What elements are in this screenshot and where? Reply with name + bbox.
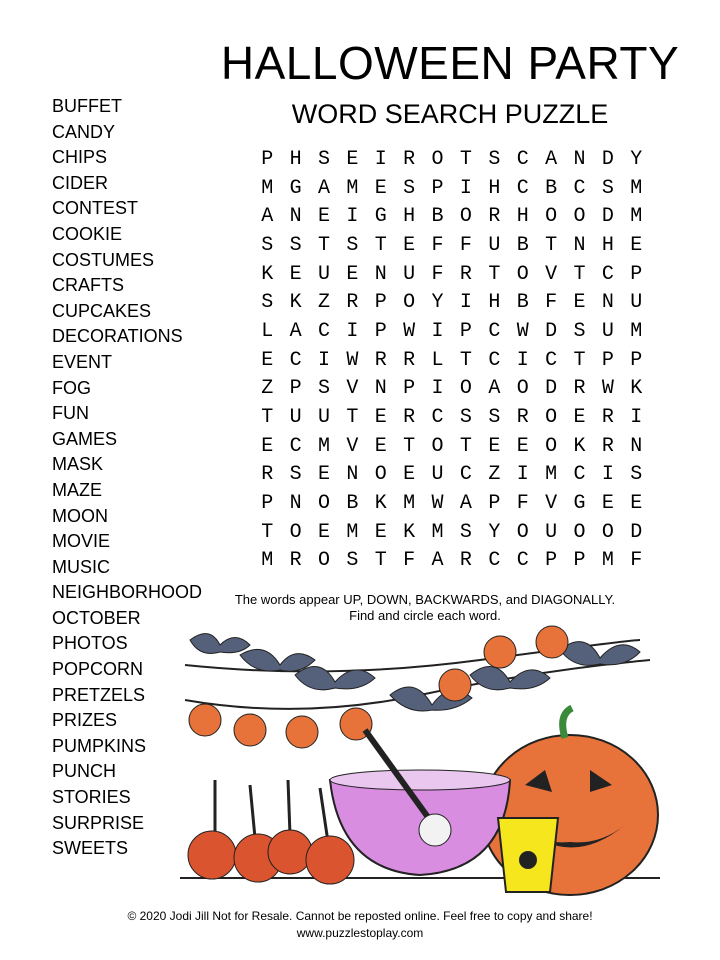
- grid-letter[interactable]: F: [431, 262, 444, 286]
- grid-letter[interactable]: M: [346, 176, 359, 200]
- grid-row: [253, 403, 653, 432]
- grid-letter[interactable]: I: [346, 319, 359, 343]
- grid-letter[interactable]: E: [261, 434, 274, 458]
- grid-letter[interactable]: H: [516, 205, 529, 229]
- grid-letter[interactable]: S: [289, 463, 302, 487]
- grid-letter[interactable]: V: [545, 492, 558, 516]
- grid-letter[interactable]: A: [545, 147, 558, 171]
- grid-letter[interactable]: O: [317, 549, 330, 573]
- grid-letter[interactable]: M: [545, 463, 558, 487]
- grid-letter[interactable]: F: [459, 233, 472, 257]
- grid-letter[interactable]: F: [431, 233, 444, 257]
- grid-letter[interactable]: T: [261, 520, 274, 544]
- grid-letter[interactable]: C: [545, 348, 558, 372]
- grid-letter[interactable]: K: [403, 520, 416, 544]
- grid-letter[interactable]: G: [289, 176, 302, 200]
- grid-letter[interactable]: N: [630, 434, 643, 458]
- grid-letter[interactable]: P: [374, 319, 387, 343]
- grid-row: [253, 145, 653, 174]
- grid-letter[interactable]: R: [459, 549, 472, 573]
- grid-letter[interactable]: O: [374, 463, 387, 487]
- grid-letter[interactable]: M: [261, 176, 274, 200]
- word-list-item: OCTOBER: [52, 607, 141, 628]
- grid-letter[interactable]: W: [516, 319, 529, 343]
- grid-letter[interactable]: S: [488, 406, 501, 430]
- grid-letter[interactable]: O: [516, 262, 529, 286]
- grid-letter[interactable]: R: [601, 406, 614, 430]
- grid-letter[interactable]: K: [630, 377, 643, 401]
- grid-letter[interactable]: H: [488, 291, 501, 315]
- grid-letter[interactable]: S: [346, 233, 359, 257]
- word-list-item: MOVIE: [52, 531, 111, 552]
- grid-letter[interactable]: E: [289, 262, 302, 286]
- letter-grid: [253, 145, 653, 575]
- grid-letter[interactable]: C: [573, 463, 586, 487]
- grid-letter[interactable]: H: [601, 233, 614, 257]
- grid-letter[interactable]: A: [261, 205, 274, 229]
- grid-letter[interactable]: V: [545, 262, 558, 286]
- grid-letter[interactable]: I: [516, 348, 529, 372]
- word-list-item: FUN: [52, 403, 89, 424]
- grid-letter[interactable]: U: [431, 463, 444, 487]
- grid-letter[interactable]: E: [317, 205, 330, 229]
- grid-letter[interactable]: O: [403, 291, 416, 315]
- word-list-item: CANDY: [52, 121, 116, 142]
- grid-letter[interactable]: D: [601, 147, 614, 171]
- grid-letter[interactable]: O: [431, 434, 444, 458]
- grid-letter[interactable]: P: [601, 348, 614, 372]
- grid-letter[interactable]: R: [459, 262, 472, 286]
- grid-letter[interactable]: E: [261, 348, 274, 372]
- grid-letter[interactable]: C: [431, 406, 444, 430]
- grid-letter[interactable]: P: [261, 147, 274, 171]
- grid-letter[interactable]: M: [601, 549, 614, 573]
- grid-letter[interactable]: C: [289, 348, 302, 372]
- word-list-item: CONTEST: [52, 198, 139, 219]
- grid-letter[interactable]: N: [601, 291, 614, 315]
- punch-bowl-icon: [330, 730, 510, 875]
- word-list-item: MASK: [52, 454, 104, 475]
- grid-letter[interactable]: U: [545, 520, 558, 544]
- grid-letter[interactable]: E: [374, 520, 387, 544]
- copyright-notice: © 2020 Jodi Jill Not for Resale. Cannot be reposted online. Feel free to copy and share!: [127, 909, 593, 923]
- grid-letter[interactable]: S: [459, 406, 472, 430]
- grid-letter[interactable]: U: [630, 291, 643, 315]
- grid-letter[interactable]: R: [403, 147, 416, 171]
- grid-row: [253, 461, 653, 490]
- grid-letter[interactable]: N: [289, 205, 302, 229]
- grid-letter[interactable]: I: [459, 176, 472, 200]
- grid-letter[interactable]: N: [374, 377, 387, 401]
- grid-letter[interactable]: T: [346, 406, 359, 430]
- word-list-item: PRIZES: [52, 710, 118, 731]
- grid-letter[interactable]: F: [403, 549, 416, 573]
- grid-letter[interactable]: T: [261, 406, 274, 430]
- grid-letter[interactable]: Y: [488, 520, 501, 544]
- grid-letter[interactable]: E: [374, 434, 387, 458]
- grid-letter[interactable]: U: [488, 233, 501, 257]
- grid-row: [253, 375, 653, 404]
- grid-letter[interactable]: D: [601, 205, 614, 229]
- instructions-line-1: The words appear UP, DOWN, BACKWARDS, and DIAGONALLY.: [234, 592, 616, 607]
- grid-letter[interactable]: T: [403, 434, 416, 458]
- grid-letter[interactable]: I: [374, 147, 387, 171]
- word-list-item: COSTUMES: [52, 249, 155, 270]
- grid-letter[interactable]: O: [516, 377, 529, 401]
- grid-letter[interactable]: Z: [488, 463, 501, 487]
- grid-letter[interactable]: Z: [261, 377, 274, 401]
- grid-letter[interactable]: F: [630, 549, 643, 573]
- grid-letter[interactable]: S: [317, 377, 330, 401]
- grid-letter[interactable]: P: [545, 549, 558, 573]
- grid-row: [253, 231, 653, 260]
- grid-letter[interactable]: S: [261, 291, 274, 315]
- grid-letter[interactable]: O: [516, 520, 529, 544]
- grid-letter[interactable]: S: [601, 176, 614, 200]
- word-list-item: FOG: [52, 377, 91, 398]
- grid-letter[interactable]: P: [459, 319, 472, 343]
- grid-letter[interactable]: P: [630, 262, 643, 286]
- grid-letter[interactable]: R: [403, 348, 416, 372]
- grid-letter[interactable]: R: [488, 205, 501, 229]
- grid-row: [253, 518, 653, 547]
- grid-letter[interactable]: M: [346, 520, 359, 544]
- grid-letter[interactable]: P: [573, 549, 586, 573]
- word-list-item: CRAFTS: [52, 275, 124, 296]
- pumpkin-lantern-icon: [234, 714, 266, 746]
- grid-letter[interactable]: E: [317, 520, 330, 544]
- grid-letter[interactable]: W: [431, 492, 444, 516]
- grid-letter[interactable]: W: [601, 377, 614, 401]
- bat-icon: [240, 649, 315, 671]
- grid-letter[interactable]: D: [545, 319, 558, 343]
- page-title: HALLOWEEN PARTY: [220, 37, 680, 89]
- grid-letter[interactable]: M: [431, 520, 444, 544]
- word-list-item: STORIES: [52, 787, 131, 808]
- grid-letter[interactable]: S: [317, 147, 330, 171]
- grid-letter[interactable]: I: [431, 319, 444, 343]
- grid-row: [253, 260, 653, 289]
- word-list-item: NEIGHBORHOOD: [52, 582, 203, 603]
- halloween-party-illustration: [180, 620, 660, 900]
- word-list-item: GAMES: [52, 428, 118, 449]
- grid-letter[interactable]: T: [459, 434, 472, 458]
- grid-letter[interactable]: I: [630, 406, 643, 430]
- pumpkin-lantern-icon: [439, 669, 471, 701]
- grid-letter[interactable]: B: [516, 291, 529, 315]
- grid-row: [253, 202, 653, 231]
- candy-apple-icon: [268, 780, 312, 874]
- grid-letter[interactable]: R: [573, 377, 586, 401]
- cup-icon: [498, 818, 558, 892]
- grid-letter[interactable]: U: [317, 262, 330, 286]
- word-list-item: EVENT: [52, 351, 113, 372]
- grid-letter[interactable]: M: [261, 549, 274, 573]
- grid-letter[interactable]: K: [573, 434, 586, 458]
- grid-letter[interactable]: A: [317, 176, 330, 200]
- grid-letter[interactable]: E: [573, 291, 586, 315]
- grid-letter[interactable]: E: [573, 406, 586, 430]
- grid-letter[interactable]: K: [261, 262, 274, 286]
- word-list-item: COOKIE: [52, 223, 123, 244]
- grid-letter[interactable]: B: [545, 176, 558, 200]
- grid-letter[interactable]: S: [261, 233, 274, 257]
- candy-apple-icon: [188, 780, 236, 879]
- word-list-item: MAZE: [52, 479, 103, 500]
- grid-letter[interactable]: N: [573, 233, 586, 257]
- grid-letter[interactable]: T: [374, 233, 387, 257]
- grid-letter[interactable]: E: [630, 492, 643, 516]
- grid-letter[interactable]: O: [545, 406, 558, 430]
- grid-letter[interactable]: O: [573, 205, 586, 229]
- grid-letter[interactable]: S: [289, 233, 302, 257]
- grid-letter[interactable]: O: [459, 205, 472, 229]
- grid-letter[interactable]: P: [630, 348, 643, 372]
- grid-letter[interactable]: D: [630, 520, 643, 544]
- grid-letter[interactable]: O: [431, 147, 444, 171]
- grid-letter[interactable]: M: [630, 176, 643, 200]
- grid-letter[interactable]: M: [630, 319, 643, 343]
- grid-letter[interactable]: P: [374, 291, 387, 315]
- grid-letter[interactable]: I: [431, 377, 444, 401]
- grid-letter[interactable]: B: [516, 233, 529, 257]
- grid-letter[interactable]: E: [317, 463, 330, 487]
- word-list-item: PRETZELS: [52, 684, 146, 705]
- grid-row: [253, 489, 653, 518]
- grid-letter[interactable]: F: [545, 291, 558, 315]
- word-list-item: PUMPKINS: [52, 735, 147, 756]
- instructions-line-2: Find and circle each word.: [349, 608, 501, 623]
- word-list-item: SWEETS: [52, 838, 129, 859]
- grid-letter[interactable]: E: [403, 233, 416, 257]
- grid-letter[interactable]: Y: [630, 147, 643, 171]
- grid-letter[interactable]: H: [289, 147, 302, 171]
- pumpkin-lantern-icon: [484, 636, 516, 668]
- grid-letter[interactable]: G: [374, 205, 387, 229]
- word-list-item: CHIPS: [52, 147, 108, 168]
- grid-letter[interactable]: C: [488, 319, 501, 343]
- pumpkin-lantern-icon: [286, 716, 318, 748]
- grid-letter[interactable]: A: [488, 377, 501, 401]
- grid-letter[interactable]: U: [289, 406, 302, 430]
- page-subtitle: WORD SEARCH PUZZLE: [291, 99, 609, 129]
- grid-letter[interactable]: E: [516, 434, 529, 458]
- grid-letter[interactable]: R: [346, 291, 359, 315]
- word-list-item: PHOTOS: [52, 633, 128, 654]
- grid-letter[interactable]: N: [346, 463, 359, 487]
- grid-letter[interactable]: U: [317, 406, 330, 430]
- grid-letter[interactable]: V: [346, 434, 359, 458]
- grid-row: [253, 288, 653, 317]
- grid-letter[interactable]: O: [459, 377, 472, 401]
- grid-letter[interactable]: L: [431, 348, 444, 372]
- grid-letter[interactable]: C: [516, 147, 529, 171]
- grid-letter[interactable]: Y: [431, 291, 444, 315]
- bat-icon: [190, 634, 250, 654]
- grid-letter[interactable]: S: [459, 520, 472, 544]
- grid-letter[interactable]: W: [403, 319, 416, 343]
- grid-letter[interactable]: O: [317, 492, 330, 516]
- grid-letter[interactable]: T: [459, 348, 472, 372]
- grid-letter[interactable]: T: [573, 262, 586, 286]
- grid-row: [253, 174, 653, 203]
- grid-letter[interactable]: Z: [317, 291, 330, 315]
- grid-letter[interactable]: E: [488, 434, 501, 458]
- grid-letter[interactable]: R: [403, 406, 416, 430]
- grid-letter[interactable]: S: [630, 463, 643, 487]
- grid-letter[interactable]: M: [403, 492, 416, 516]
- website-link[interactable]: www.puzzlestoplay.com: [296, 926, 424, 940]
- grid-letter[interactable]: U: [601, 319, 614, 343]
- grid-letter[interactable]: C: [289, 434, 302, 458]
- grid-letter[interactable]: E: [346, 147, 359, 171]
- grid-letter[interactable]: F: [516, 492, 529, 516]
- pumpkin-lantern-icon: [189, 704, 221, 736]
- grid-letter[interactable]: N: [289, 492, 302, 516]
- word-list-item: POPCORN: [52, 659, 144, 680]
- grid-letter[interactable]: A: [459, 492, 472, 516]
- word-list-item: BUFFET: [52, 96, 122, 116]
- grid-letter[interactable]: E: [630, 233, 643, 257]
- grid-row: [253, 547, 653, 576]
- grid-letter[interactable]: W: [346, 348, 359, 372]
- grid-letter[interactable]: T: [573, 348, 586, 372]
- grid-letter[interactable]: S: [488, 147, 501, 171]
- word-list-item: MUSIC: [52, 556, 110, 577]
- grid-letter[interactable]: T: [374, 549, 387, 573]
- grid-letter[interactable]: P: [403, 377, 416, 401]
- grid-letter[interactable]: I: [317, 348, 330, 372]
- grid-letter[interactable]: T: [459, 147, 472, 171]
- word-list-item: CUPCAKES: [52, 300, 152, 321]
- grid-letter[interactable]: P: [289, 377, 302, 401]
- grid-letter[interactable]: R: [289, 549, 302, 573]
- grid-letter[interactable]: E: [346, 262, 359, 286]
- grid-letter[interactable]: O: [545, 434, 558, 458]
- grid-letter[interactable]: M: [630, 205, 643, 229]
- grid-letter[interactable]: C: [516, 176, 529, 200]
- grid-letter[interactable]: S: [403, 176, 416, 200]
- grid-letter[interactable]: G: [573, 492, 586, 516]
- grid-row: [253, 317, 653, 346]
- grid-letter[interactable]: R: [516, 406, 529, 430]
- grid-letter[interactable]: C: [516, 549, 529, 573]
- word-list-item: MOON: [52, 505, 108, 526]
- word-list-item: DECORATIONS: [52, 326, 183, 347]
- grid-letter[interactable]: I: [601, 463, 614, 487]
- grid-letter[interactable]: K: [374, 492, 387, 516]
- grid-row: [253, 432, 653, 461]
- grid-letter[interactable]: V: [346, 377, 359, 401]
- grid-letter[interactable]: U: [403, 262, 416, 286]
- grid-letter[interactable]: K: [289, 291, 302, 315]
- grid-letter[interactable]: C: [459, 463, 472, 487]
- grid-letter[interactable]: D: [545, 377, 558, 401]
- grid-letter[interactable]: C: [488, 549, 501, 573]
- word-list-item: PUNCH: [52, 761, 117, 782]
- grid-letter[interactable]: A: [431, 549, 444, 573]
- grid-letter[interactable]: R: [374, 348, 387, 372]
- pumpkin-lantern-icon: [536, 626, 568, 658]
- grid-letter[interactable]: B: [431, 205, 444, 229]
- grid-letter[interactable]: O: [573, 520, 586, 544]
- grid-letter[interactable]: R: [601, 434, 614, 458]
- grid-letter[interactable]: P: [261, 492, 274, 516]
- grid-letter[interactable]: H: [488, 176, 501, 200]
- grid-letter[interactable]: E: [403, 463, 416, 487]
- grid-letter[interactable]: S: [573, 319, 586, 343]
- grid-letter[interactable]: A: [289, 319, 302, 343]
- grid-letter[interactable]: I: [516, 463, 529, 487]
- grid-letter[interactable]: T: [317, 233, 330, 257]
- grid-letter[interactable]: P: [488, 492, 501, 516]
- grid-letter[interactable]: N: [573, 147, 586, 171]
- grid-row: [253, 346, 653, 375]
- word-list-item: SURPRISE: [52, 812, 145, 833]
- grid-letter[interactable]: N: [374, 262, 387, 286]
- grid-letter[interactable]: S: [346, 549, 359, 573]
- grid-letter[interactable]: I: [346, 205, 359, 229]
- grid-letter[interactable]: O: [289, 520, 302, 544]
- grid-letter[interactable]: B: [346, 492, 359, 516]
- grid-letter[interactable]: C: [601, 262, 614, 286]
- word-list-item: CIDER: [52, 172, 109, 193]
- grid-letter[interactable]: M: [317, 434, 330, 458]
- grid-letter[interactable]: L: [261, 319, 274, 343]
- grid-letter[interactable]: C: [488, 348, 501, 372]
- grid-letter[interactable]: H: [403, 205, 416, 229]
- grid-letter[interactable]: O: [601, 520, 614, 544]
- grid-letter[interactable]: T: [545, 233, 558, 257]
- grid-letter[interactable]: I: [459, 291, 472, 315]
- grid-letter[interactable]: C: [573, 176, 586, 200]
- grid-letter[interactable]: E: [374, 406, 387, 430]
- grid-letter[interactable]: R: [261, 463, 274, 487]
- grid-letter[interactable]: E: [601, 492, 614, 516]
- grid-letter[interactable]: T: [488, 262, 501, 286]
- grid-letter[interactable]: C: [317, 319, 330, 343]
- grid-letter[interactable]: O: [545, 205, 558, 229]
- grid-letter[interactable]: P: [431, 176, 444, 200]
- grid-letter[interactable]: E: [374, 176, 387, 200]
